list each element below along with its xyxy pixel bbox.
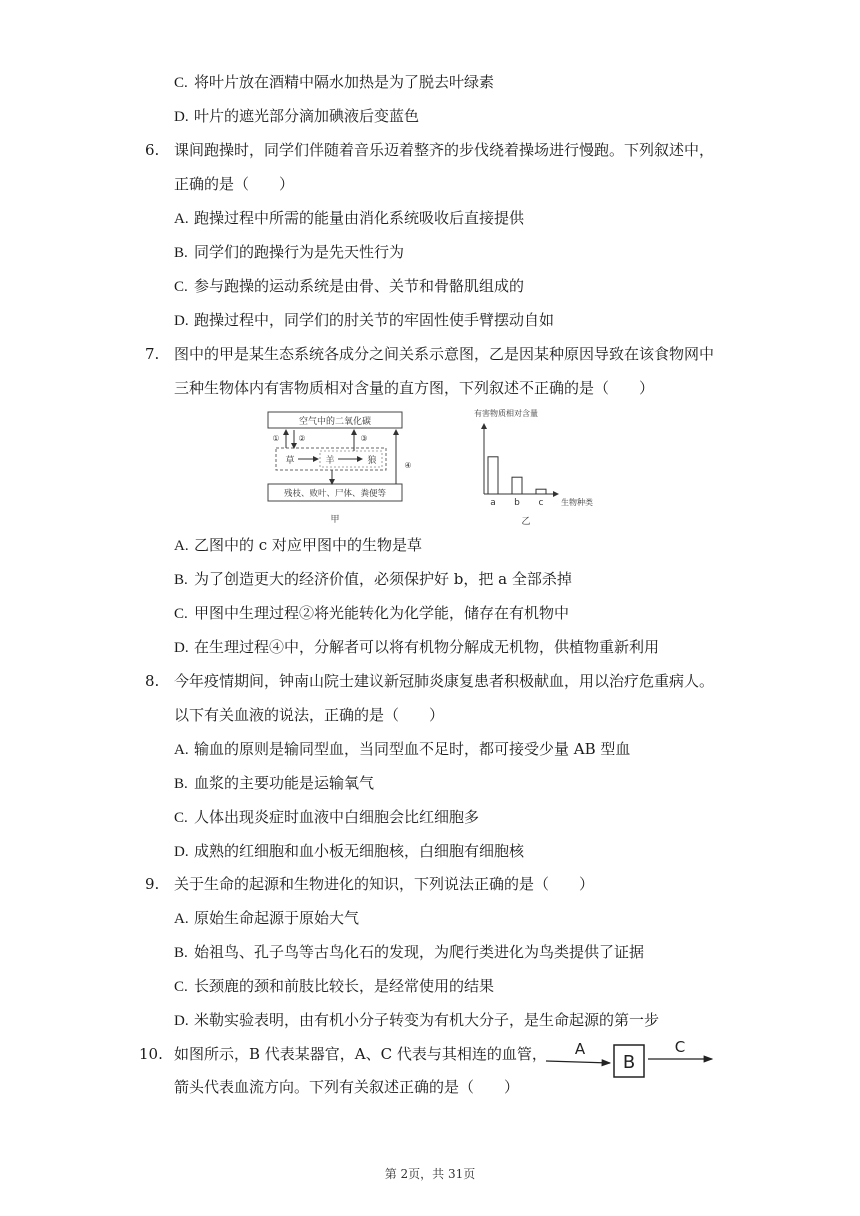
q10-number: 10.	[139, 1045, 163, 1063]
q7-option-c: C. 甲图中生理过程②将光能转化为化学能，储存在有机物中	[174, 604, 570, 622]
q5-option-c: C. 将叶片放在酒精中隔水加热是为了脱去叶绿素	[174, 73, 495, 91]
sheep-label: 羊	[325, 456, 335, 466]
vessel-a-label: A	[574, 1040, 586, 1058]
process-4-label: ④	[404, 461, 412, 470]
q8-stem-line2: 以下有关血液的说法，正确的是（ ）	[174, 706, 445, 724]
q6-stem-line2: 正确的是（ ）	[174, 175, 295, 193]
q6-option-a: A. 跑操过程中所需的能量由消化系统吸收后直接提供	[174, 209, 525, 227]
decomposer-box-label: 残枝、败叶、尸体、粪便等	[283, 489, 387, 499]
q7-number: 7.	[145, 345, 160, 363]
bar-b	[512, 477, 522, 494]
q6-number: 6.	[145, 141, 160, 159]
q9-option-a: A. 原始生命起源于原始大气	[174, 909, 360, 927]
bar-a	[488, 457, 498, 494]
vessel-a-arrow	[546, 1061, 610, 1063]
grass-label: 草	[285, 456, 295, 466]
process-3-label: ③	[360, 434, 368, 443]
q9-stem-line1: 关于生命的起源和生物进化的知识，下列说法正确的是（ ）	[174, 875, 595, 893]
tick-label-b: b	[514, 498, 520, 508]
q10-stem-line2: 箭头代表血流方向。下列有关叙述正确的是（ ）	[174, 1078, 520, 1096]
blood-flow-diagram	[540, 1034, 720, 1084]
tick-label-c: c	[538, 498, 544, 508]
q9-option-b: B. 始祖鸟、孔子鸟等古鸟化石的发现，为爬行类进化为鸟类提供了证据	[174, 943, 645, 961]
q7-stem-line1: 图中的甲是某生态系统各成分之间关系示意图，乙是因某种原因导致在该食物网中	[174, 345, 715, 363]
chart-y-axis-label: 有害物质相对含量	[474, 409, 538, 418]
q8-option-c: C. 人体出现炎症时血液中白细胞会比红细胞多	[174, 808, 480, 826]
q9-option-c: C. 长颈鹿的颈和前肢比较长，是经常使用的结果	[174, 977, 495, 995]
q9-number: 9.	[145, 875, 160, 893]
page-footer: 第 2页，共 31页	[384, 1167, 476, 1181]
q6-option-d: D. 跑操过程中，同学们的肘关节的牢固性使手臂摆动自如	[174, 311, 555, 329]
process-1-label: ①	[272, 434, 280, 443]
q8-option-a: A. 输血的原则是输同型血，当同型血不足时，都可接受少量 AB 型血	[174, 740, 631, 758]
bar-c	[536, 489, 546, 494]
tick-label-a: a	[490, 498, 496, 508]
figure-yi-caption: 乙	[521, 517, 531, 527]
q7-option-b: B. 为了创造更大的经济价值，必须保护好 b，把 a 全部杀掉	[174, 570, 572, 588]
chart-bars	[488, 457, 546, 508]
q8-number: 8.	[145, 672, 160, 690]
q7-option-a: A. 乙图中的 c 对应甲图中的生物是草	[174, 536, 422, 554]
q6-option-b: B. 同学们的跑操行为是先天性行为	[174, 243, 405, 261]
q8-option-b: B. 血浆的主要功能是运输氧气	[174, 774, 375, 792]
q6-stem-line1: 课间跑操时，同学们伴随着音乐迈着整齐的步伐绕着操场进行慢跑。下列叙述中，	[174, 141, 715, 159]
q6-option-c: C. 参与跑操的运动系统是由骨、关节和骨骼肌组成的	[174, 277, 525, 295]
organ-b-label: B	[622, 1052, 636, 1073]
q8-stem-line1: 今年疫情期间，钟南山院士建议新冠肺炎康复患者积极献血，用以治疗危重病人。	[174, 672, 715, 690]
process-2-label: ②	[298, 434, 306, 443]
co2-box-label: 空气中的二氧化碳	[298, 417, 372, 427]
q7-stem-line2: 三种生物体内有害物质相对含量的直方图，下列叙述不正确的是（ ）	[174, 379, 655, 397]
q8-option-d: D. 成熟的红细胞和血小板无细胞核，白细胞有细胞核	[174, 842, 525, 860]
q7-option-d: D. 在生理过程④中，分解者可以将有机物分解成无机物，供植物重新利用	[174, 638, 660, 656]
figure-jia-caption: 甲	[330, 515, 340, 525]
chart-x-axis-label: 生物种类	[561, 498, 593, 507]
harmful-substance-bar-chart	[466, 404, 626, 528]
ecosystem-diagram	[262, 408, 420, 528]
q10-stem-line1: 如图所示，B 代表某器官，A、C 代表与其相连的血管，	[174, 1045, 547, 1063]
vessel-c-label: C	[674, 1038, 686, 1056]
wolf-label: 狼	[367, 456, 377, 466]
q9-option-d: D. 米勒实验表明，由有机小分子转变为有机大分子，是生命起源的第一步	[174, 1011, 660, 1029]
q5-option-d: D. 叶片的遮光部分滴加碘液后变蓝色	[174, 107, 420, 125]
